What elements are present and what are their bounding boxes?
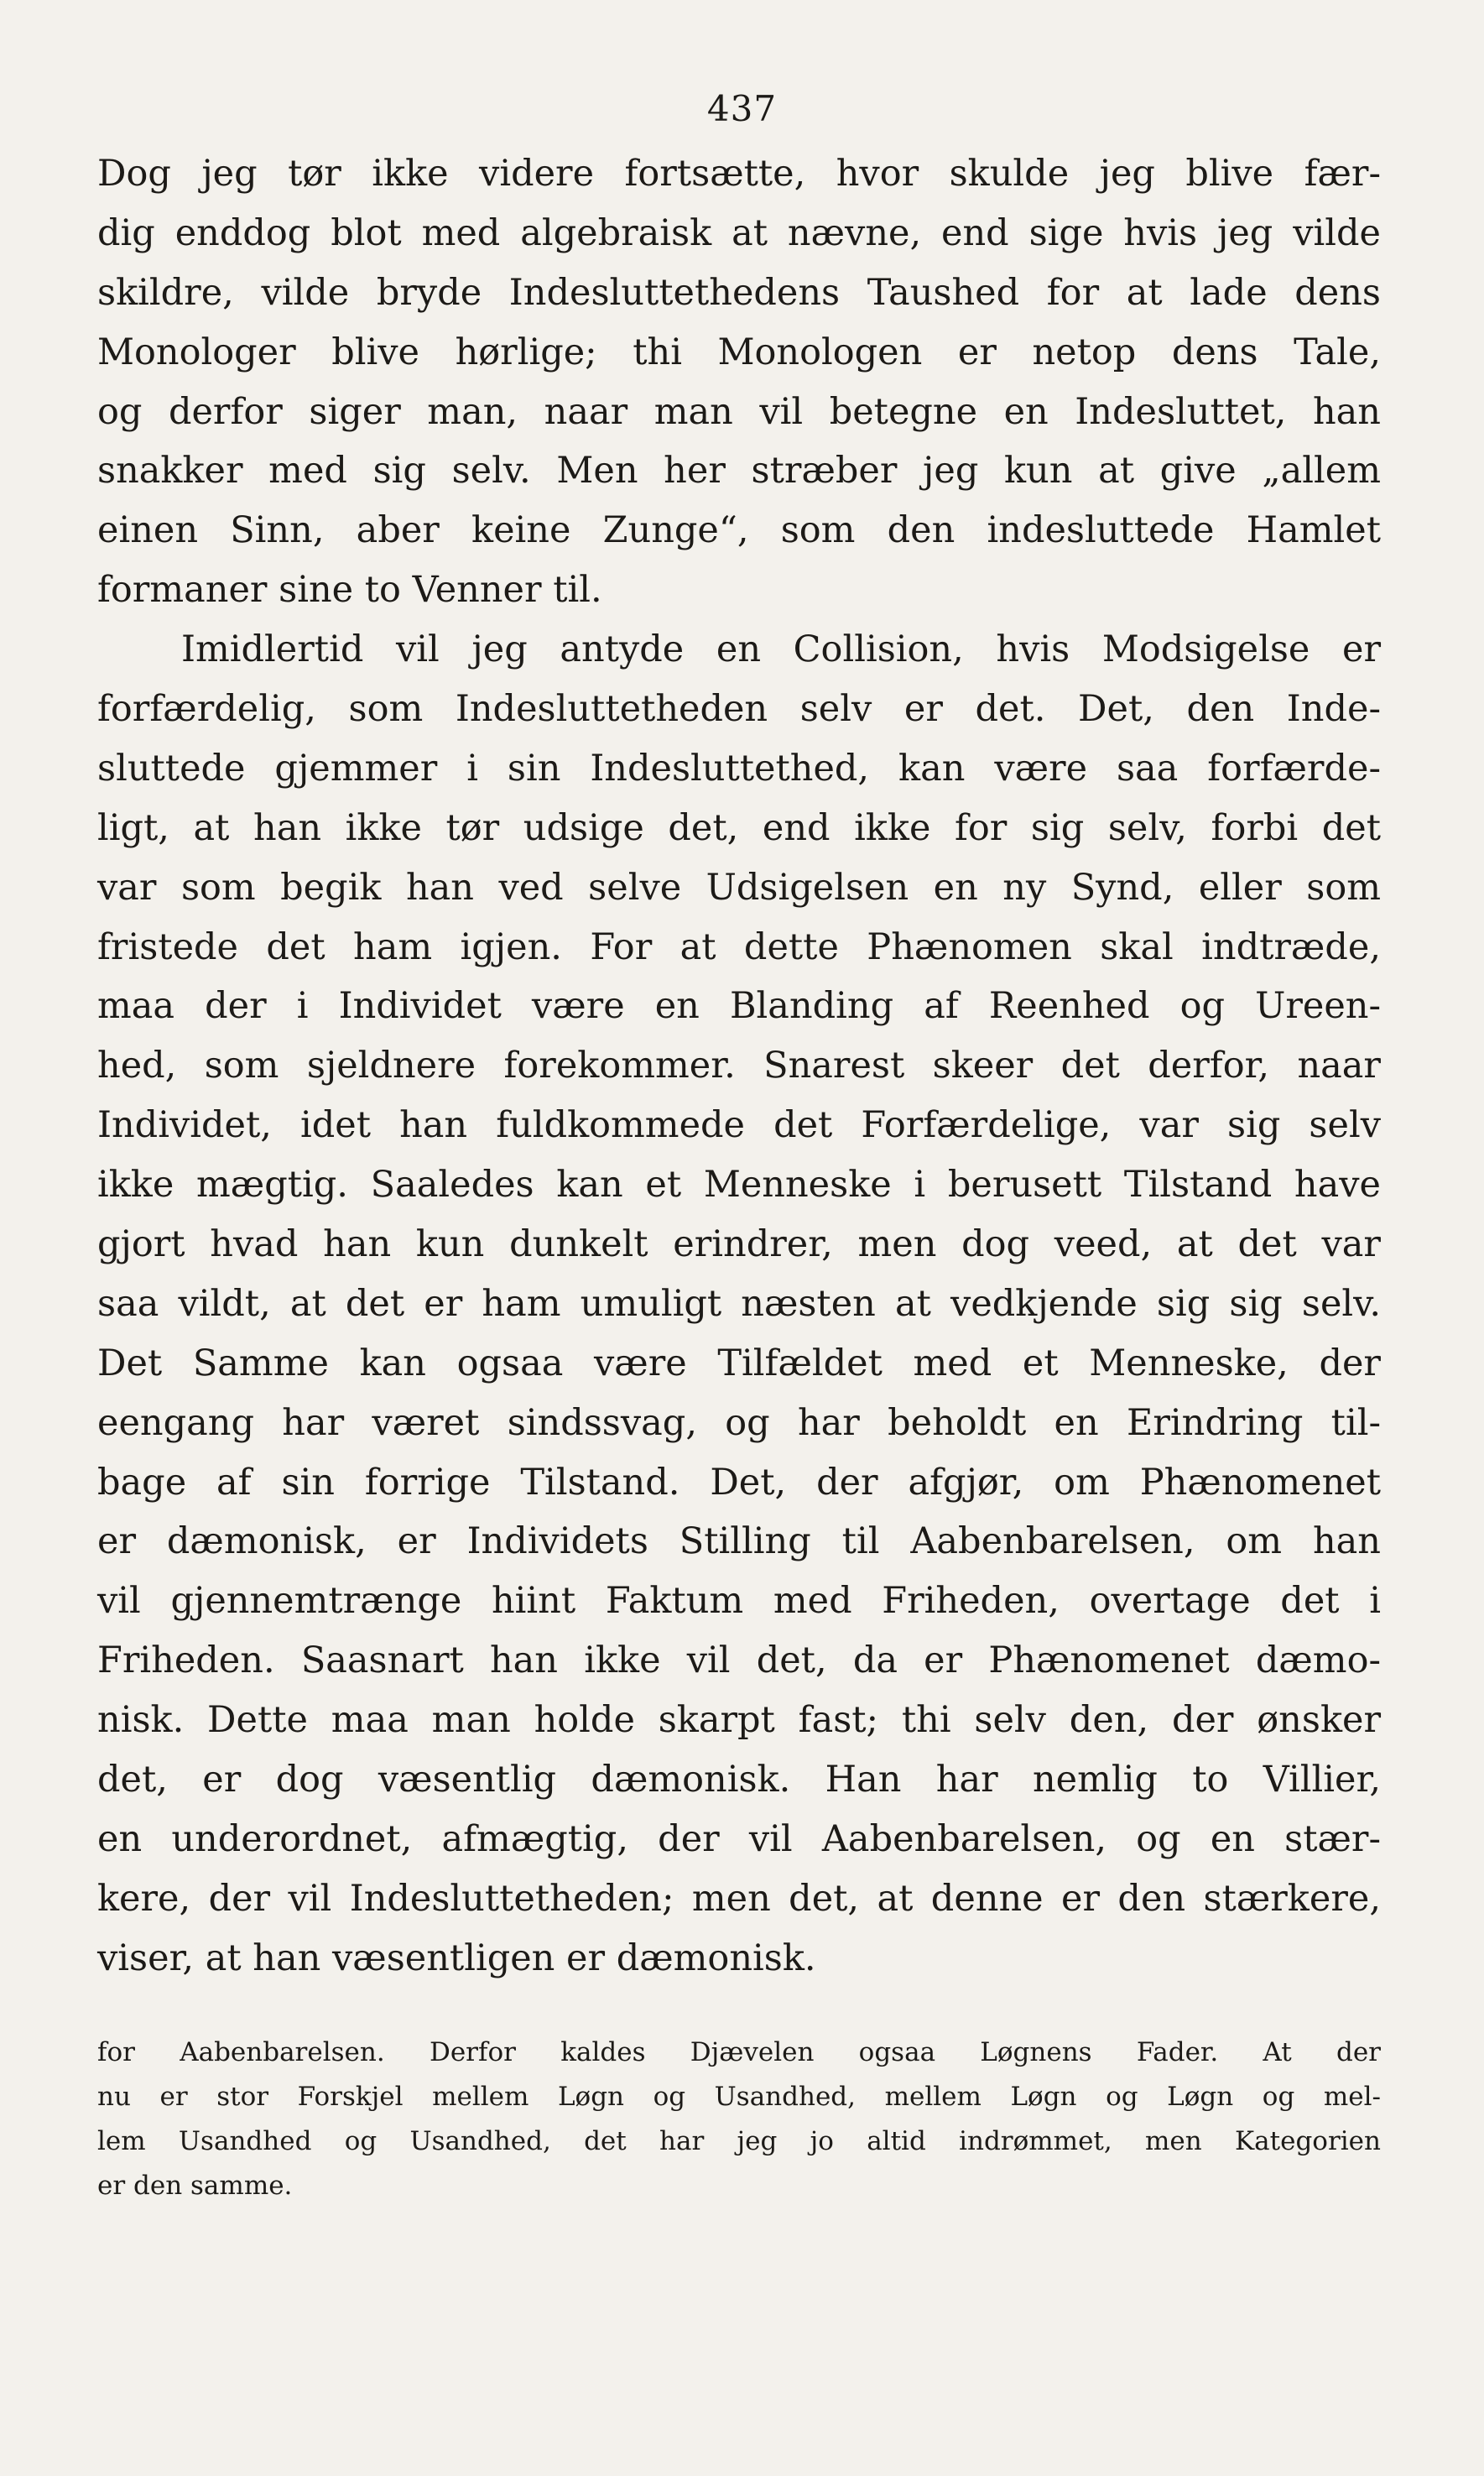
text-line: Monologer blive hørlige; thi Monologen er netop dens Tale,: [97, 331, 1381, 373]
text-line: ikke mægtig. Saaledes kan et Menneske i berusett Tilstand have: [97, 1164, 1381, 1207]
text-line: sluttede gjemmer i sin Indesluttethed, kan være saa forfærde-: [97, 747, 1381, 790]
text-line: bage af sin forrige Tilstand. Det, der afgjør, om Phænomenet: [97, 1461, 1381, 1504]
page-number: 437: [706, 88, 778, 129]
footnote-line: lem Usandhed og Usandhed, det har jeg jo altid indrømmet, men Kategorien: [97, 2126, 1381, 2156]
text-line: formaner sine to Venner til.: [97, 569, 602, 612]
paragraph-1: [97, 144, 1381, 620]
text-line: viser, at han væsentligen er dæmonisk.: [97, 1936, 816, 1979]
body-text: [97, 144, 1381, 1989]
text-line: kere, der vil Indesluttetheden; men det, at denne er den stærkere,: [97, 1877, 1381, 1920]
footnote-line: for Aabenbarelsen. Derfor kaldes Djævelen ogsaa Løgnens Fader. At der: [97, 2037, 1381, 2067]
text-line: dig enddog blot med algebraisk at nævne, end sige hvis jeg vilde: [97, 211, 1381, 254]
text-line: vil gjennemtrænge hiint Faktum med Friheden, overtage det i: [97, 1580, 1381, 1623]
text-line: Friheden. Saasnart han ikke vil det, da er Phænomenet dæmo-: [97, 1639, 1381, 1682]
footnote-line: nu er stor Forskjel mellem Løgn og Usandhed, mellem Løgn og Løgn og mel-: [97, 2082, 1381, 2112]
text-line: en underordnet, afmægtig, der vil Aabenbarelsen, og en stær-: [97, 1817, 1381, 1860]
text-line: det, er dog væsentlig dæmonisk. Han har nemlig to Villier,: [97, 1759, 1381, 1801]
text-line: maa der i Individet være en Blanding af Reenhed og Ureen-: [97, 985, 1381, 1028]
text-line: skildre, vilde bryde Indesluttethedens Taushed for at lade dens: [97, 271, 1381, 314]
text-line: saa vildt, at det er ham umuligt næsten at vedkjende sig sig selv.: [97, 1282, 1381, 1325]
text-line: hed, som sjeldnere forekommer. Snarest skeer det derfor, naar: [97, 1045, 1381, 1087]
text-line: Individet, idet han fuldkommede det Forfærdelige, var sig selv: [97, 1104, 1381, 1147]
text-line: snakker med sig selv. Men her stræber jeg kun at give „allem: [97, 450, 1381, 493]
footnote: [97, 2030, 1381, 2208]
text-line: var som begik han ved selve Udsigelsen en ny Synd, eller som: [97, 866, 1381, 909]
text-line: fristede det ham igjen. For at dette Phænomen skal indtræde,: [97, 925, 1381, 968]
text-line: og derfor siger man, naar man vil betegne en Indesluttet, han: [97, 390, 1381, 433]
text-line: forfærdelig, som Indesluttetheden selv er det. Det, den Inde-: [97, 688, 1381, 731]
text-line: einen Sinn, aber keine Zunge“, som den indesluttede Hamlet: [97, 509, 1381, 552]
text-line: gjort hvad han kun dunkelt erindrer, men dog veed, at det var: [97, 1223, 1381, 1266]
text-line: Dog jeg tør ikke videre fortsætte, hvor skulde jeg blive fær-: [97, 153, 1381, 195]
text-line: eengang har været sindssvag, og har beholdt en Erindring til-: [97, 1401, 1381, 1444]
footnote-line: er den samme.: [97, 2171, 293, 2201]
text-line: Imidlertid vil jeg antyde en Collision, hvis Modsigelse er: [181, 628, 1381, 671]
text-line: nisk. Dette maa man holde skarpt fast; thi selv den, der ønsker: [97, 1699, 1381, 1742]
text-line: Det Samme kan ogsaa være Tilfældet med et Menneske, der: [97, 1342, 1381, 1384]
paragraph-2: [97, 620, 1381, 1988]
text-line: ligt, at han ikke tør udsige det, end ikke for sig selv, forbi det: [97, 806, 1381, 849]
text-line: er dæmonisk, er Individets Stilling til Aabenbarelsen, om han: [97, 1520, 1381, 1563]
